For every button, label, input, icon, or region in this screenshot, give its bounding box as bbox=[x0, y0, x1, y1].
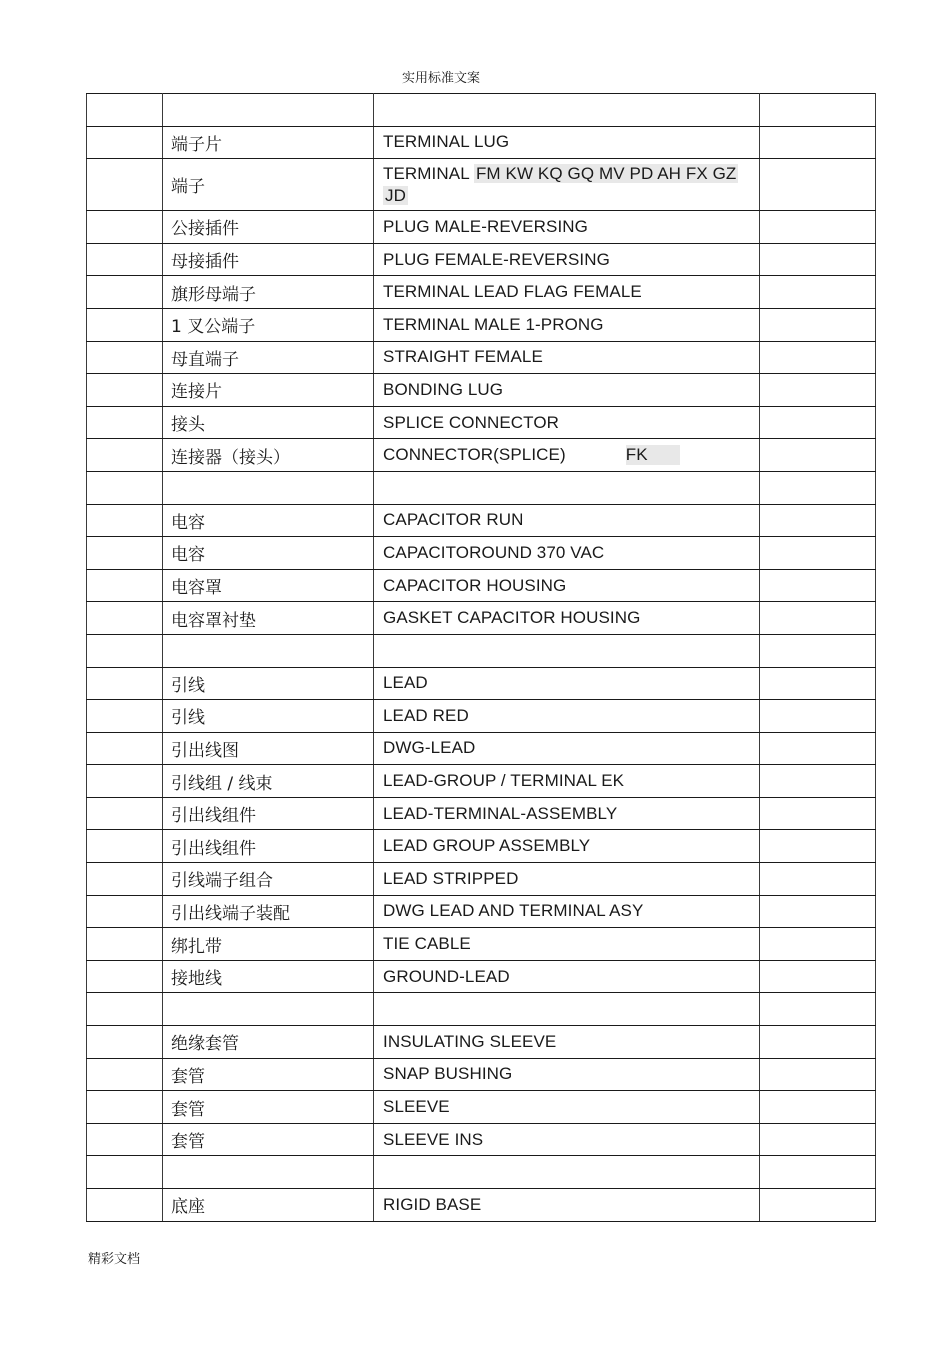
english-term-cell: SLEEVE bbox=[374, 1091, 760, 1124]
chinese-term-cell: 引线 bbox=[163, 667, 374, 700]
page-header: 实用标准文案 bbox=[401, 71, 480, 86]
chinese-term-cell: 接头 bbox=[163, 406, 374, 439]
english-term-cell: STRAIGHT FEMALE bbox=[374, 341, 760, 374]
notes-cell bbox=[760, 960, 876, 993]
chinese-term-cell: 引出线组件 bbox=[163, 830, 374, 863]
index-cell bbox=[87, 732, 163, 765]
chinese-term-cell: 套管 bbox=[163, 1091, 374, 1124]
index-cell bbox=[87, 765, 163, 798]
notes-cell bbox=[760, 928, 876, 961]
english-term-cell: TIE CABLE bbox=[374, 928, 760, 961]
index-cell bbox=[87, 895, 163, 928]
english-term-cell bbox=[374, 439, 760, 472]
index-cell bbox=[87, 667, 163, 700]
index-cell bbox=[87, 406, 163, 439]
notes-cell bbox=[760, 439, 876, 472]
chinese-term-cell bbox=[163, 993, 374, 1026]
table-row bbox=[87, 1091, 876, 1124]
chinese-term-cell: 引线端子组合 bbox=[163, 863, 374, 896]
table-row bbox=[87, 895, 876, 928]
table-row bbox=[87, 341, 876, 374]
notes-cell bbox=[760, 94, 876, 127]
english-term-cell: TERMINAL LEAD FLAG FEMALE bbox=[374, 276, 760, 309]
table-row bbox=[87, 700, 876, 733]
notes-cell bbox=[760, 732, 876, 765]
english-term-cell: TERMINAL LUG bbox=[374, 126, 760, 159]
chinese-term-cell: 引出线端子装配 bbox=[163, 895, 374, 928]
english-term-cell: LEAD RED bbox=[374, 700, 760, 733]
table-row bbox=[87, 667, 876, 700]
table-row bbox=[87, 406, 876, 439]
chinese-term-cell: 连接片 bbox=[163, 374, 374, 407]
english-term-cell: CAPACITOR RUN bbox=[374, 504, 760, 537]
index-cell bbox=[87, 928, 163, 961]
notes-cell bbox=[760, 1189, 876, 1222]
english-term-cell: PLUG FEMALE-REVERSING bbox=[374, 243, 760, 276]
table-row bbox=[87, 1123, 876, 1156]
table-row bbox=[87, 1156, 876, 1189]
notes-cell bbox=[760, 406, 876, 439]
index-cell bbox=[87, 341, 163, 374]
notes-cell bbox=[760, 667, 876, 700]
index-cell bbox=[87, 439, 163, 472]
index-cell bbox=[87, 126, 163, 159]
table-row bbox=[87, 308, 876, 341]
chinese-term-cell: 母接插件 bbox=[163, 243, 374, 276]
glossary-rows bbox=[87, 94, 876, 1222]
english-term-cell: GASKET CAPACITOR HOUSING bbox=[374, 602, 760, 635]
notes-cell bbox=[760, 211, 876, 244]
table-row bbox=[87, 537, 876, 570]
index-cell bbox=[87, 863, 163, 896]
highlighted-codes: FM KW KQ GQ MV PD AH FX GZ bbox=[475, 163, 737, 183]
chinese-term-cell: 绑扎带 bbox=[163, 928, 374, 961]
index-cell bbox=[87, 1156, 163, 1189]
notes-cell bbox=[760, 1058, 876, 1091]
chinese-term-cell: 套管 bbox=[163, 1058, 374, 1091]
english-term-cell bbox=[374, 159, 760, 211]
chinese-term-cell: 套管 bbox=[163, 1123, 374, 1156]
notes-cell bbox=[760, 797, 876, 830]
english-term-cell: LEAD GROUP ASSEMBLY bbox=[374, 830, 760, 863]
notes-cell bbox=[760, 276, 876, 309]
chinese-term-cell: 母直端子 bbox=[163, 341, 374, 374]
chinese-term-cell: 1 叉公端子 bbox=[163, 308, 374, 341]
index-cell bbox=[87, 159, 163, 211]
table-row bbox=[87, 863, 876, 896]
chinese-term-cell: 端子 bbox=[163, 159, 374, 211]
english-term-cell bbox=[374, 993, 760, 1026]
table-row bbox=[87, 276, 876, 309]
page-footer: 精彩文档 bbox=[88, 1252, 141, 1267]
table-row bbox=[87, 830, 876, 863]
english-term-cell: TERMINAL MALE 1-PRONG bbox=[374, 308, 760, 341]
index-cell bbox=[87, 960, 163, 993]
english-term-cell: SPLICE CONNECTOR bbox=[374, 406, 760, 439]
notes-cell bbox=[760, 374, 876, 407]
chinese-term-cell: 电容罩衬垫 bbox=[163, 602, 374, 635]
table-row bbox=[87, 1026, 876, 1059]
table-row bbox=[87, 765, 876, 798]
english-term-cell: LEAD STRIPPED bbox=[374, 863, 760, 896]
chinese-term-cell: 连接器（接头） bbox=[163, 439, 374, 472]
table-row bbox=[87, 602, 876, 635]
table-row bbox=[87, 243, 876, 276]
index-cell bbox=[87, 471, 163, 504]
index-cell bbox=[87, 1058, 163, 1091]
english-term-cell: SNAP BUSHING bbox=[374, 1058, 760, 1091]
index-cell bbox=[87, 276, 163, 309]
table-row bbox=[87, 569, 876, 602]
table-row bbox=[87, 1058, 876, 1091]
notes-cell bbox=[760, 537, 876, 570]
table-row bbox=[87, 211, 876, 244]
notes-cell bbox=[760, 159, 876, 211]
english-term-cell: LEAD-TERMINAL-ASSEMBLY bbox=[374, 797, 760, 830]
english-term-cell: SLEEVE INS bbox=[374, 1123, 760, 1156]
english-term-cell: RIGID BASE bbox=[374, 1189, 760, 1222]
table-row bbox=[87, 928, 876, 961]
english-term-cell: CAPACITOROUND 370 VAC bbox=[374, 537, 760, 570]
english-term-cell bbox=[374, 94, 760, 127]
chinese-term-cell: 电容 bbox=[163, 504, 374, 537]
notes-cell bbox=[760, 569, 876, 602]
chinese-term-cell bbox=[163, 471, 374, 504]
notes-cell bbox=[760, 863, 876, 896]
english-term-cell: PLUG MALE-REVERSING bbox=[374, 211, 760, 244]
index-cell bbox=[87, 602, 163, 635]
index-cell bbox=[87, 569, 163, 602]
english-term-cell: GROUND-LEAD bbox=[374, 960, 760, 993]
index-cell bbox=[87, 374, 163, 407]
notes-cell bbox=[760, 1156, 876, 1189]
notes-cell bbox=[760, 308, 876, 341]
english-term-cell bbox=[374, 471, 760, 504]
chinese-term-cell: 引出线组件 bbox=[163, 797, 374, 830]
notes-cell bbox=[760, 1026, 876, 1059]
table-row bbox=[87, 634, 876, 667]
notes-cell bbox=[760, 830, 876, 863]
notes-cell bbox=[760, 471, 876, 504]
notes-cell bbox=[760, 1123, 876, 1156]
english-term-cell: DWG-LEAD bbox=[374, 732, 760, 765]
index-cell bbox=[87, 1091, 163, 1124]
table-row bbox=[87, 439, 876, 472]
index-cell bbox=[87, 700, 163, 733]
table-row bbox=[87, 126, 876, 159]
chinese-term-cell bbox=[163, 94, 374, 127]
chinese-term-cell: 电容 bbox=[163, 537, 374, 570]
table-row bbox=[87, 94, 876, 127]
english-term-cell: DWG LEAD AND TERMINAL ASY bbox=[374, 895, 760, 928]
english-term-cell bbox=[374, 1156, 760, 1189]
index-cell bbox=[87, 504, 163, 537]
index-cell bbox=[87, 797, 163, 830]
chinese-term-cell: 旗形母端子 bbox=[163, 276, 374, 309]
chinese-term-cell: 引出线图 bbox=[163, 732, 374, 765]
index-cell bbox=[87, 211, 163, 244]
table-row bbox=[87, 1189, 876, 1222]
notes-cell bbox=[760, 993, 876, 1026]
index-cell bbox=[87, 243, 163, 276]
index-cell bbox=[87, 94, 163, 127]
notes-cell bbox=[760, 341, 876, 374]
index-cell bbox=[87, 993, 163, 1026]
index-cell bbox=[87, 634, 163, 667]
chinese-term-cell: 引线 bbox=[163, 700, 374, 733]
table-row bbox=[87, 960, 876, 993]
english-term-text: TERMINAL bbox=[383, 163, 470, 183]
notes-cell bbox=[760, 700, 876, 733]
english-term-cell: BONDING LUG bbox=[374, 374, 760, 407]
table-row bbox=[87, 993, 876, 1026]
table-row bbox=[87, 797, 876, 830]
table-row bbox=[87, 374, 876, 407]
table-row bbox=[87, 732, 876, 765]
notes-cell bbox=[760, 895, 876, 928]
english-term-cell: LEAD-GROUP / TERMINAL EK bbox=[374, 765, 760, 798]
notes-cell bbox=[760, 126, 876, 159]
notes-cell bbox=[760, 243, 876, 276]
highlighted-tag: FK bbox=[626, 445, 680, 465]
index-cell bbox=[87, 1026, 163, 1059]
table-row bbox=[87, 471, 876, 504]
index-cell bbox=[87, 1123, 163, 1156]
highlighted-codes-continued: JD bbox=[385, 185, 406, 205]
chinese-term-cell bbox=[163, 634, 374, 667]
notes-cell bbox=[760, 1091, 876, 1124]
english-term-text: CONNECTOR(SPLICE) bbox=[383, 445, 566, 465]
chinese-term-cell: 端子片 bbox=[163, 126, 374, 159]
glossary-table bbox=[86, 93, 876, 1222]
chinese-term-cell: 接地线 bbox=[163, 960, 374, 993]
chinese-term-cell: 底座 bbox=[163, 1189, 374, 1222]
chinese-term-cell: 公接插件 bbox=[163, 211, 374, 244]
chinese-term-cell: 引线组 / 线束 bbox=[163, 765, 374, 798]
table-row bbox=[87, 504, 876, 537]
notes-cell bbox=[760, 602, 876, 635]
english-term-cell bbox=[374, 634, 760, 667]
chinese-term-cell: 绝缘套管 bbox=[163, 1026, 374, 1059]
index-cell bbox=[87, 308, 163, 341]
english-term-cell: INSULATING SLEEVE bbox=[374, 1026, 760, 1059]
notes-cell bbox=[760, 634, 876, 667]
english-term-cell: CAPACITOR HOUSING bbox=[374, 569, 760, 602]
notes-cell bbox=[760, 504, 876, 537]
index-cell bbox=[87, 830, 163, 863]
table-row bbox=[87, 159, 876, 211]
chinese-term-cell: 电容罩 bbox=[163, 569, 374, 602]
notes-cell bbox=[760, 765, 876, 798]
index-cell bbox=[87, 537, 163, 570]
index-cell bbox=[87, 1189, 163, 1222]
chinese-term-cell bbox=[163, 1156, 374, 1189]
english-term-cell: LEAD bbox=[374, 667, 760, 700]
